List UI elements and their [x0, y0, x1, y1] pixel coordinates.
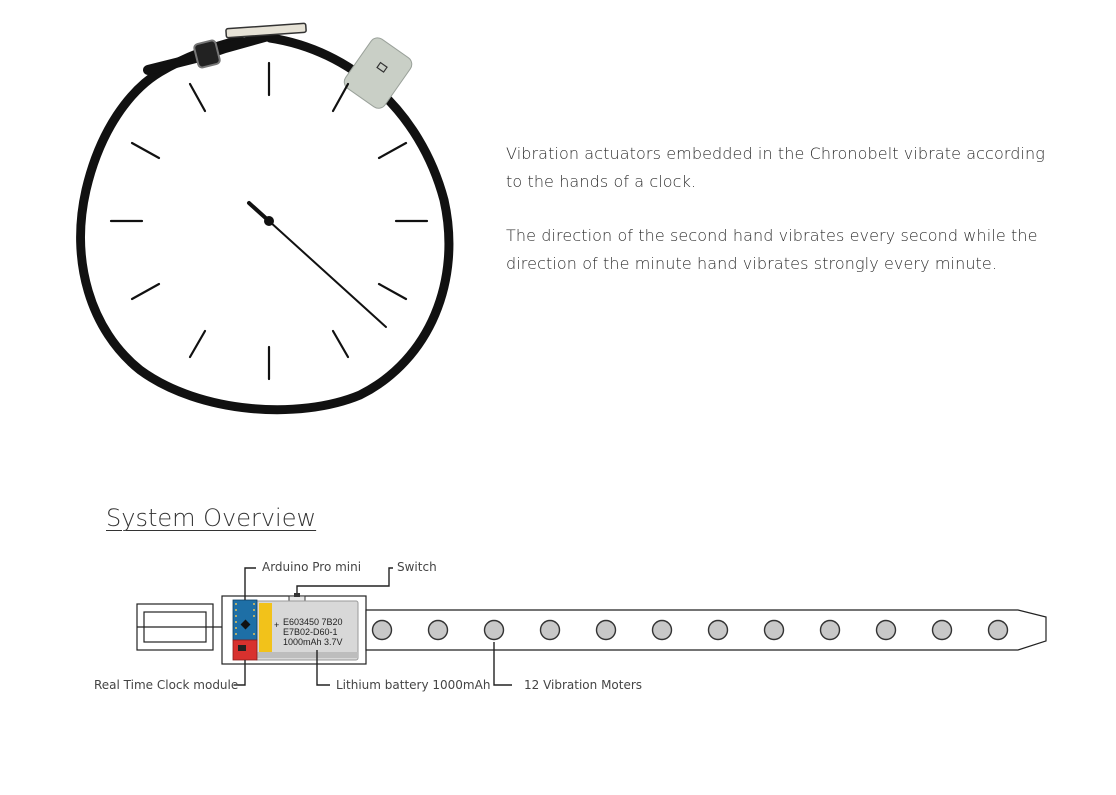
- battery-print-line1: E603450 7B20: [283, 617, 343, 627]
- vibration-motor: [821, 621, 840, 640]
- battery-print-line2: E7B02-D60-1: [283, 627, 338, 637]
- label-motors: 12 Vibration Moters: [524, 678, 643, 692]
- belt-buckle: [137, 604, 222, 650]
- battery-print-line3: 1000mAh 3.7V: [283, 637, 343, 647]
- belt-loop: [81, 38, 449, 410]
- tick-10: [132, 143, 159, 158]
- control-box: [341, 35, 415, 112]
- section-title: System Overview: [106, 504, 317, 532]
- vibration-motor: [989, 621, 1008, 640]
- vibration-motor: [485, 621, 504, 640]
- vibration-motor: [877, 621, 896, 640]
- belt-keeper: [193, 40, 220, 69]
- description: [506, 140, 1066, 304]
- tick-5: [333, 331, 348, 357]
- tick-7: [190, 331, 205, 357]
- vibration-motor: [597, 621, 616, 640]
- tick-8: [132, 284, 159, 299]
- vibration-motor: [765, 621, 784, 640]
- label-rtc: Real Time Clock module: [94, 678, 239, 692]
- battery-edge: [255, 652, 358, 658]
- system-overview-diagram: [0, 550, 1116, 710]
- battery-tape: [259, 603, 272, 658]
- hand-pivot: [264, 216, 274, 226]
- vibration-motor: [653, 621, 672, 640]
- tick-1: [333, 84, 348, 111]
- vibration-motor: [933, 621, 952, 640]
- tick-4: [379, 284, 406, 299]
- vibration-motor: [373, 621, 392, 640]
- label-battery: Lithium battery 1000mAh: [336, 678, 491, 692]
- second-hand: [269, 221, 386, 327]
- description-paragraph-2: The direction of the second hand vibrates every second while the direction of the minute hand vibrates strongly every minute.: [506, 226, 1038, 273]
- label-arduino: Arduino Pro mini: [262, 560, 362, 574]
- vibration-motor: [541, 621, 560, 640]
- tick-2: [379, 143, 406, 158]
- label-switch: Switch: [397, 560, 437, 574]
- buckle: [226, 23, 306, 38]
- vibration-motor: [429, 621, 448, 640]
- vibration-motor: [709, 621, 728, 640]
- tick-11: [190, 84, 205, 111]
- battery-print-plus: +: [274, 620, 280, 630]
- chronobelt-clock-illustration: [0, 0, 480, 430]
- rtc-chip: [238, 645, 246, 651]
- description-paragraph-1: Vibration actuators embedded in the Chronobelt vibrate according to the hands of a clock.: [506, 144, 1045, 191]
- switch-knob: [294, 593, 300, 597]
